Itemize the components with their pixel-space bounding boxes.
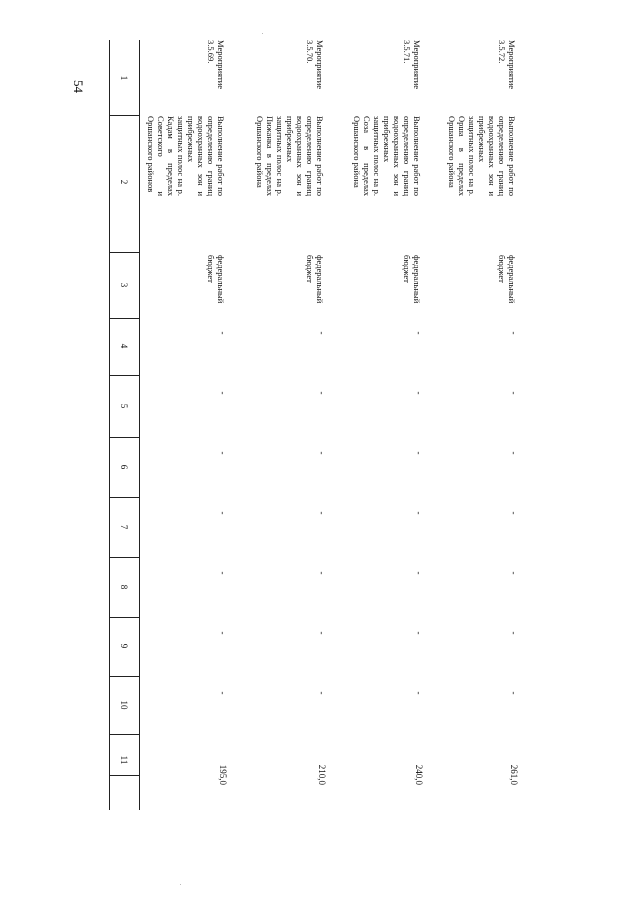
page-number: 54 (71, 80, 86, 93)
row-dash: - (218, 391, 228, 395)
col-header: 6 (119, 464, 129, 470)
col-sep (110, 437, 140, 438)
row-dash: - (218, 691, 228, 695)
col-header: 1 (119, 75, 129, 81)
row-dash: - (218, 631, 228, 635)
col-sep (110, 557, 140, 558)
row-dash: - (509, 391, 519, 395)
row-dash: - (317, 391, 327, 395)
col-sep (110, 252, 140, 253)
row-dash: - (414, 331, 424, 335)
row-dash: - (509, 631, 519, 635)
row-source: федеральный бюджет (497, 255, 517, 304)
row-dash: - (509, 511, 519, 515)
col-header: 5 (119, 403, 129, 409)
col-sep (110, 617, 140, 618)
row-id: Мероприятие 3.5.71. (402, 40, 422, 90)
row-dash: - (509, 331, 519, 335)
col-sep (110, 375, 140, 376)
row-id: Мероприятие 3.5.69. (206, 40, 226, 90)
row-dash: - (317, 691, 327, 695)
row-dash: - (317, 571, 327, 575)
col-sep (110, 318, 140, 319)
row-source: федеральный бюджет (305, 255, 325, 304)
col-header: 7 (119, 524, 129, 530)
col-header: 4 (119, 343, 129, 349)
row-id: Мероприятие 3.5.70. (305, 40, 325, 90)
row-dash: - (317, 451, 327, 455)
row-dash: - (414, 691, 424, 695)
col-header: 3 (119, 282, 129, 288)
col-sep (110, 676, 140, 677)
header-top-rule (139, 40, 140, 810)
row-id: Мероприятие 3.5.72. (497, 40, 517, 90)
col-sep (110, 734, 140, 735)
row-source: федеральный бюджет (206, 255, 226, 304)
row-amount: 261,0 (509, 764, 519, 785)
col-sep (110, 115, 140, 116)
row-dash: - (509, 451, 519, 455)
row-dash: - (317, 331, 327, 335)
row-dash: - (414, 571, 424, 575)
row-dash: - (218, 571, 228, 575)
col-header: 11 (119, 755, 129, 765)
row-description: Выполнение работ по определению границ водоохранных зон и прибрежных защитных полос на р. Соза в пределах Оршанского района (352, 116, 422, 196)
row-dash: - (414, 451, 424, 455)
row-dash: - (414, 391, 424, 395)
row-amount: 210,0 (317, 764, 327, 785)
col-sep (110, 497, 140, 498)
row-source: федеральный бюджет (402, 255, 422, 304)
header-bottom-rule (109, 40, 110, 810)
row-dash: - (414, 511, 424, 515)
col-header: 10 (119, 700, 129, 710)
scan-speck (262, 33, 263, 34)
row-dash: - (317, 631, 327, 635)
row-amount: 195,0 (218, 764, 228, 785)
row-dash: - (317, 511, 327, 515)
row-dash: - (509, 571, 519, 575)
col-header: 2 (119, 179, 129, 185)
col-header: 8 (119, 584, 129, 590)
row-amount: 240,0 (414, 764, 424, 785)
row-description: Выполнение работ по определению границ водоохранных зон и прибрежных защитных полос на р. Кадам в пределах Советского и Оршанского районов (146, 116, 226, 196)
scan-speck (180, 884, 181, 885)
col-header: 9 (119, 643, 129, 649)
row-dash: - (218, 451, 228, 455)
row-dash: - (414, 631, 424, 635)
row-dash: - (218, 331, 228, 335)
row-description: Выполнение работ по определению границ водоохранных зон и прибрежных защитных полос на р. Пижанка в пределах Оршанского района (255, 116, 325, 196)
row-description: Выполнение работ по определению границ водоохранных зон и прибрежных защитных полос на р. Орша в пределах Оршанского района (447, 116, 517, 196)
row-dash: - (509, 691, 519, 695)
row-dash: - (218, 511, 228, 515)
